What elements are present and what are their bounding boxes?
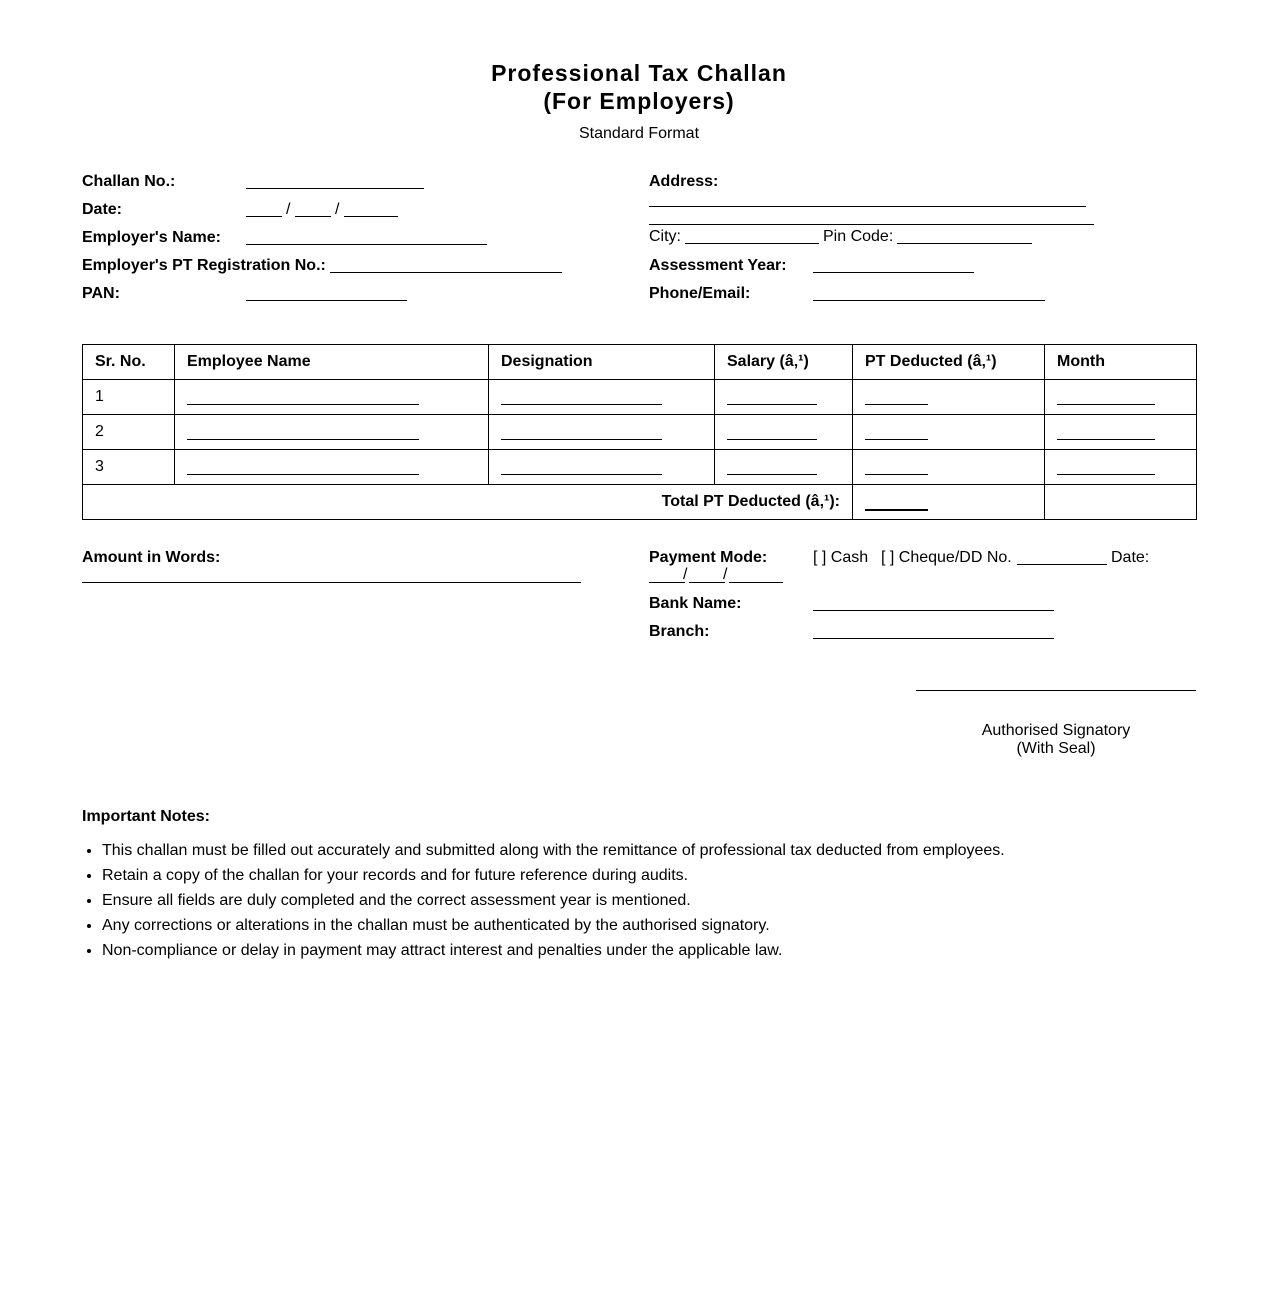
table-header-row xyxy=(83,345,1197,380)
bank-name-label: Bank Name: xyxy=(649,595,742,612)
employee-name-cell[interactable] xyxy=(175,415,489,450)
employee-pt-table xyxy=(82,344,1197,520)
table-row xyxy=(83,380,1197,415)
challan-no-label: Challan No.: xyxy=(82,173,176,190)
designation-cell[interactable] xyxy=(489,380,715,415)
row-sr-no: 2 xyxy=(83,415,175,450)
table-row xyxy=(83,450,1197,485)
signatory-seal-label: (With Seal) xyxy=(1016,740,1096,757)
date-month-field[interactable] xyxy=(295,216,331,217)
designation-cell[interactable] xyxy=(489,415,715,450)
total-pt-cell[interactable] xyxy=(853,485,1045,520)
row-sr-no: 1 xyxy=(83,380,175,415)
month-cell[interactable] xyxy=(1045,415,1197,450)
date-separator: / xyxy=(335,201,340,218)
notes-list xyxy=(82,838,1005,963)
designation-cell[interactable] xyxy=(489,450,715,485)
pt-registration-label: Employer's PT Registration No.: xyxy=(82,257,326,274)
pt-deducted-cell[interactable] xyxy=(853,380,1045,415)
salary-cell[interactable] xyxy=(715,380,853,415)
header-employee-name: Employee Name xyxy=(175,345,489,380)
header-designation: Designation xyxy=(489,345,715,380)
month-cell[interactable] xyxy=(1045,380,1197,415)
payment-date-month-field[interactable] xyxy=(689,582,725,583)
notes-heading: Important Notes: xyxy=(82,808,210,825)
date-label: Date: xyxy=(82,201,123,218)
bank-name-field[interactable] xyxy=(813,610,1054,611)
page-title-subline: (For Employers) xyxy=(543,88,735,114)
employee-name-cell[interactable] xyxy=(175,380,489,415)
date-day-field[interactable] xyxy=(246,216,282,217)
pt-registration-field[interactable] xyxy=(330,272,562,273)
branch-field[interactable] xyxy=(813,638,1054,639)
list-item: • Any corrections or alterations in the challan must be authenticated by the authorised signatory. xyxy=(102,913,1005,938)
table-row xyxy=(83,415,1197,450)
employee-name-cell[interactable] xyxy=(175,450,489,485)
date-separator: / xyxy=(723,566,728,583)
address-line-1[interactable] xyxy=(649,206,1086,207)
total-pt-label: Total PT Deducted (â‚¹): xyxy=(83,485,853,520)
payment-mode-label: Payment Mode: xyxy=(649,549,768,566)
cheque-no-field[interactable] xyxy=(1017,564,1107,565)
list-item: • Retain a copy of the challan for your records and for future reference during audits. xyxy=(102,863,1005,888)
phone-email-field[interactable] xyxy=(813,300,1045,301)
header-month: Month xyxy=(1045,345,1197,380)
challan-no-field[interactable] xyxy=(246,188,424,189)
header-salary: Salary (â‚¹) xyxy=(715,345,853,380)
pt-deducted-cell[interactable] xyxy=(853,450,1045,485)
phone-email-label: Phone/Email: xyxy=(649,285,751,302)
page-subtitle: Standard Format xyxy=(578,125,700,142)
header-pt-deducted: PT Deducted (â‚¹) xyxy=(853,345,1045,380)
date-separator: / xyxy=(286,201,291,218)
pt-deducted-cell[interactable] xyxy=(853,415,1045,450)
table-total-row xyxy=(83,485,1197,520)
list-item: • This challan must be filled out accurately and submitted along with the remittance of professional tax deducted from employees. xyxy=(102,838,1005,863)
payment-date-day-field[interactable] xyxy=(649,582,685,583)
payment-date-year-field[interactable] xyxy=(729,582,783,583)
pin-code-label: Pin Code: xyxy=(823,228,894,245)
pin-code-field[interactable] xyxy=(897,243,1032,244)
assessment-year-field[interactable] xyxy=(813,272,974,273)
amount-in-words-field[interactable] xyxy=(82,582,581,583)
amount-in-words-label: Amount in Words: xyxy=(82,549,221,566)
month-cell[interactable] xyxy=(1045,450,1197,485)
employer-name-label: Employer's Name: xyxy=(82,229,221,246)
city-label: City: xyxy=(649,228,681,245)
page-title: Professional Tax Challan xyxy=(491,60,787,86)
signature-line[interactable] xyxy=(916,690,1196,691)
date-year-field[interactable] xyxy=(344,216,398,217)
address-line-2[interactable] xyxy=(649,224,1094,225)
payment-option-cheque[interactable]: [ ] Cheque/DD No. xyxy=(881,549,1012,566)
date-separator: / xyxy=(683,566,688,583)
list-item: • Non-compliance or delay in payment may attract interest and penalties under the applicable law. xyxy=(102,938,1005,963)
assessment-year-label: Assessment Year: xyxy=(649,257,787,274)
employer-name-field[interactable] xyxy=(246,244,487,245)
branch-label: Branch: xyxy=(649,623,710,640)
row-sr-no: 3 xyxy=(83,450,175,485)
header-sr-no: Sr. No. xyxy=(83,345,175,380)
signatory-label: Authorised Signatory xyxy=(981,722,1131,739)
pan-field[interactable] xyxy=(246,300,407,301)
pan-label: PAN: xyxy=(82,285,120,302)
payment-date-label: Date: xyxy=(1111,549,1150,566)
salary-cell[interactable] xyxy=(715,450,853,485)
list-item: • Ensure all fields are duly completed and the correct assessment year is mentioned. xyxy=(102,888,1005,913)
salary-cell[interactable] xyxy=(715,415,853,450)
address-label: Address: xyxy=(649,173,719,190)
payment-option-cash[interactable]: [ ] Cash xyxy=(813,549,869,566)
total-month-cell xyxy=(1045,485,1197,520)
city-field[interactable] xyxy=(685,243,819,244)
